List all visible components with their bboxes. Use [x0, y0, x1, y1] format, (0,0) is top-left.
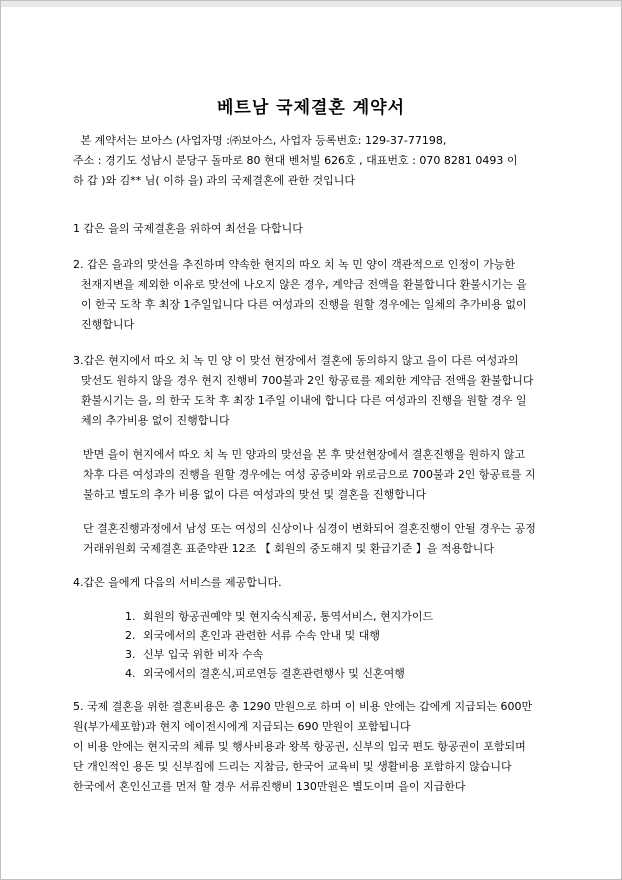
spacer: [73, 239, 553, 255]
clause-3b-line: 차후 다른 여성과의 진행을 원할 경우에는 여성 공증비와 위로금으로 700불과 2인 항공료를 지: [83, 468, 536, 481]
spacer: [73, 559, 553, 573]
intro-line: 주소 : 경기도 성남시 분당구 돌마로 80 현대 벤처빌 626호 , 대표번호 : 070 8281 0493 이: [73, 154, 518, 167]
clause-2-line: 이 한국 도착 후 최장 1주일입니다 다른 여성과의 진행을 원할 경우에는 일체의 추가비용 없이: [81, 298, 527, 311]
spacer: [73, 431, 553, 445]
clause-3-line: 3.갑은 현지에서 따오 치 녹 민 양 이 맞선 현장에서 결혼에 동의하지 않고 을이 다른 여성과의: [73, 354, 519, 367]
document-body: [73, 131, 553, 797]
clause-2-line: 2. 갑은 을과의 맞선을 추진하며 약속한 현지의 따오 치 녹 민 양이 객관적으로 인정이 가능한: [73, 258, 515, 271]
clause-3b-line: 반면 을이 현지에서 따오 치 녹 민 양과의 맞선을 본 후 맞선현장에서 결혼진행을 원하지 않고: [83, 448, 526, 461]
clause-5-line: 원(부가세포함)과 현지 에이전시에게 지급되는 690 만원이 포함됩니다: [73, 720, 411, 733]
clause-1: 1 갑은 을의 국제결혼을 위하여 최선을 다합니다: [73, 222, 303, 235]
clause-3-line: 체의 추가비용 없이 진행합니다: [81, 414, 230, 427]
spacer: [73, 505, 553, 519]
clause-3c-line: 단 결혼진행과정에서 남성 또는 여성의 신상이나 심경이 변화되어 결혼진행이 안될 경우는 공정: [83, 522, 536, 535]
document-title: 베트남 국제결혼 계약서: [216, 98, 406, 118]
list-item: 3. 신부 입국 위한 비자 수속: [125, 648, 264, 661]
spacer: [73, 683, 553, 697]
clause-5-line: 이 비용 안에는 현지국의 체류 및 행사비용과 왕복 항공권, 신부의 입국 편도 항공권이 포함되며: [73, 740, 526, 753]
clause-3c-line: 거래위원회 국제결혼 표준약관 12조 【 회원의 중도해지 및 환급기준 】을 적용합니다: [83, 542, 494, 555]
clause-3-line: 맞선도 원하지 않을 경우 현지 진행비 700불과 2인 항공료를 제외한 계약금 전액을 환불합니다: [81, 374, 534, 387]
intro-line: 하 갑 )와 김** 님( 이하 을) 과의 국제결혼에 관한 것입니다: [73, 174, 355, 187]
page-top-border: [1, 1, 622, 7]
services-list: [73, 607, 553, 683]
clause-2-line: 진행합니다: [81, 318, 135, 331]
spacer: [73, 335, 553, 351]
clause-5-line: 한국에서 혼인신고를 먼저 할 경우 서류진행비 130만원은 별도이며 을이 지급한다: [73, 780, 466, 793]
clause-4: 4.갑은 을에게 다음의 서비스를 제공합니다.: [73, 576, 282, 589]
clause-5-line: 단 개인적인 용돈 및 신부집에 드리는 지참금, 한국어 교육비 및 생활비용 포함하지 않습니다: [73, 760, 512, 773]
list-item: 2. 외국에서의 혼인과 관련한 서류 수속 안내 및 대행: [125, 629, 380, 642]
clause-3b-line: 불하고 별도의 추가 비용 없이 다른 여성과의 맞선 및 결혼을 진행합니다: [83, 488, 427, 501]
intro-line: 본 계약서는 보아스 (사업자명 :㈜보아스, 사업자 등록번호: 129-37-77198,: [77, 134, 447, 147]
list-item: 1. 회원의 항공권예약 및 현지숙식제공, 통역서비스, 현지가이드: [125, 610, 434, 623]
clause-5-line: 5. 국제 결혼을 위한 결혼비용은 총 1290 만원으로 하며 이 비용 안에는 갑에게 지급되는 600만: [73, 700, 533, 713]
clause-2-line: 천재지변을 제외한 이유로 맞선에 나오지 않은 경우, 계약금 전액을 환불합니다 환불시기는 을: [81, 278, 527, 291]
list-item: 4. 외국에서의 결혼식,피로연등 결혼관련행사 및 신혼여행: [125, 667, 405, 680]
spacer: [73, 593, 553, 607]
clause-3-line: 환불시기는 을, 의 한국 도착 후 최장 1주일 이내에 합니다 다른 여성과의 진행을 원할 경우 일: [81, 394, 527, 407]
spacer: [73, 191, 553, 219]
